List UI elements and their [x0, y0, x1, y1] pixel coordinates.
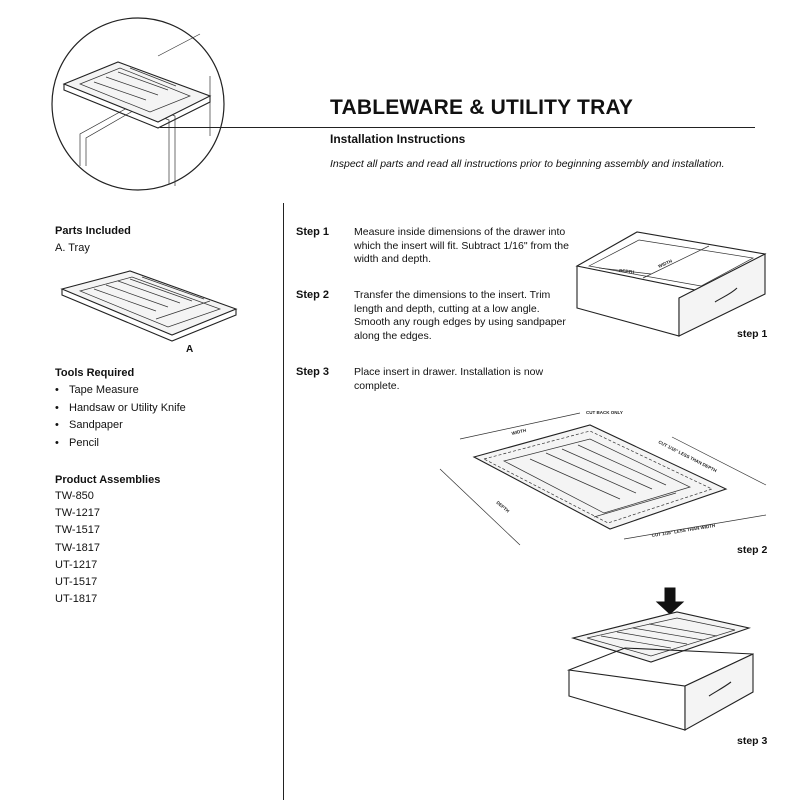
step2-width-label: WIDTH — [511, 427, 527, 436]
list-item: TW-850 — [55, 490, 94, 502]
step-1-caption: step 1 — [737, 328, 768, 340]
tray-figure-label: A — [186, 344, 194, 355]
step-3-caption: step 3 — [737, 735, 768, 747]
parts-heading: Parts Included — [55, 225, 131, 237]
step2-depth-label: DEPTH — [495, 499, 511, 514]
assemblies-heading: Product Assemblies — [55, 474, 161, 486]
step2-tray-diagram — [440, 405, 770, 550]
cut-back-only-label: CUT BACK ONLY — [586, 410, 623, 415]
step1-depth-label: DEPTH — [618, 268, 635, 275]
title-rule — [160, 127, 755, 128]
down-arrow-icon — [657, 588, 683, 614]
cut-less-depth-label: CUT 1/16" LESS THAN DEPTH — [657, 439, 718, 474]
step1-drawer-diagram — [575, 228, 770, 338]
tools-heading: Tools Required — [55, 367, 135, 379]
tools-list — [55, 382, 186, 452]
step-2-caption: step 2 — [737, 544, 768, 556]
step-2-text: Transfer the dimensions to the insert. Trim length and depth, cutting at a low angle. Smooth any rough edges by using sandpaper along the edges. — [354, 289, 566, 342]
page-subtitle: Installation Instructions — [330, 132, 466, 146]
step1-width-label: WIDTH — [657, 258, 673, 269]
assemblies-list — [55, 488, 100, 608]
cut-less-width-label: CUT 1/16" LESS THAN WIDTH — [651, 523, 716, 538]
intro-text: Inspect all parts and read all instructions prior to beginning assembly and installation. — [330, 158, 725, 170]
parts-item: A. Tray — [55, 242, 90, 254]
step-1-text: Measure inside dimensions of the drawer into which the insert will fit. Subtract 1/16" from the width and depth. — [354, 226, 569, 265]
step-3-label: Step 3 — [296, 366, 330, 378]
list-item: TW-1217 — [55, 507, 101, 520]
list-item: TW-1817 — [55, 541, 101, 554]
list-item: • Handsaw or Utility Knife — [55, 401, 186, 414]
list-item: • Sandpaper — [55, 419, 123, 431]
step-2-label: Step 2 — [296, 289, 330, 301]
page-title: TABLEWARE & UTILITY TRAY — [330, 96, 634, 119]
list-item: • Pencil — [55, 436, 99, 449]
step-3-text: Place insert in drawer. Installation is now complete. — [354, 366, 544, 392]
column-divider — [283, 203, 284, 800]
list-item: TW-1517 — [55, 524, 101, 537]
step-1-label: Step 1 — [296, 226, 330, 238]
drawer-circle-illustration — [50, 16, 230, 196]
list-item: UT-1517 — [55, 575, 98, 588]
list-item: • Tape Measure — [55, 384, 139, 396]
tray-illustration — [60, 265, 240, 345]
list-item: UT-1217 — [55, 558, 98, 571]
step3-insert-diagram — [565, 588, 765, 733]
list-item: UT-1817 — [55, 593, 98, 606]
